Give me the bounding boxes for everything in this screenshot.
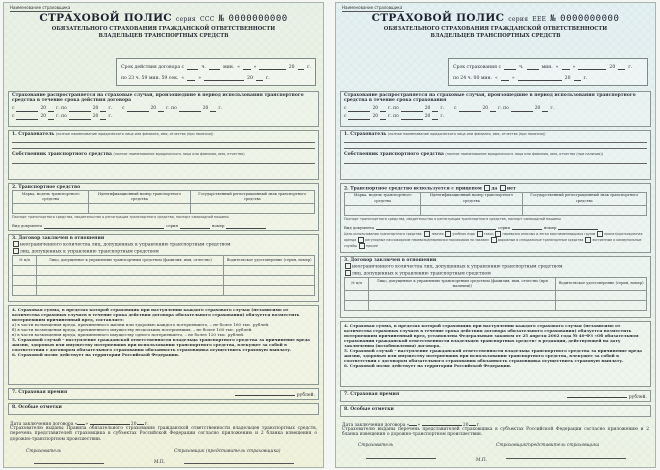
insurer-signature-line[interactable] [506, 453, 626, 459]
rules-notice: Страхователю выданы Правила обязательного страхования гражданской ответственности владельцев транспортных средств, перечень представителей страховщика в субъектах Российской Федерации согласно приложению и 2 бланка извещения о дорожно-транспортном происшествии. [10, 426, 317, 442]
section-insured: 1. Страхователь (полное наименование юридического лица или фамилия, имя, отчество (при наличии)) Собственник транспортного средства (полное наименование юридического лица или фамилия, имя, отчество (при наличии)) [340, 130, 651, 180]
usage-period-box: Страхование распространяется на страховые случаи, произошедшие в период использования транспортного средства в течение срока действия договора с 20 г. по 20 г. с 20 г. по 20 г. с 20 г. по 20 г. [8, 91, 319, 127]
policy-header [4, 12, 323, 39]
insured-signature-label: Страхователь [358, 443, 394, 448]
vehicle-table: Марка, модель транспортного средства Идентификационный номер транспортного средства Государственный регистрационный знак транспортного средства [12, 190, 315, 214]
end-month-field[interactable] [204, 75, 244, 81]
section-terms: 4. Страховая сумма, в пределах которой страховщик при наступлении каждого страхового случая (независимо от количества страховых случаев в течение срока действия договора обязательного страхования) обязуется возместить потерпевшим причиненный вред, составляет: а) в части возмещения вреда, причиненного жизни или здоровью каждого потерпевшего, – не более 160 тыс. рублей. б) в части возмещения вреда, причиненного имуществу нескольких потерпевших, – не более 160 тыс. рублей. в) в части возмещения вреда, причиненного имуществу одного потерпевшего, – не более 120 тыс. рублей. 5. Страховой случай – наступление гражданской ответственности владельца транспортного средства за причинение вреда жизни, здоровью или имуществу потерпевших при использовании транспортного средства, влекущее за собой в соответствии с договором обязательного страхования обязанность страховщика осуществить страховую выплату. 6. Страховой полис действует на территории Российской Федерации. [8, 305, 319, 385]
purpose-rental-checkbox[interactable] [597, 231, 603, 237]
policy-series: ССС [199, 16, 215, 23]
unlimited-drivers-checkbox[interactable] [13, 241, 19, 247]
section-vehicle: 2. Транспортное средство используется с прицепом да нет Марка, модель транспортного средства Идентификационный номер транспортного средства Государственный регистрационный знак транспортного средства Паспорт транспортного средства, свидетельство о регистрации транспортного средства, паспорт самоходной машины Вид документа серия номер Цель использования транспортного средства: личная учебная езда такси перевозка опасных и легко воспламеняющихся грузов прокат/краткосрочная аренда регулярные пассажирские перевозки/перевозки пассажиров по заказам дорожные и специальные транспортные средства экстренные и коммунальные службы прочее [340, 183, 651, 253]
hour-field[interactable] [504, 64, 516, 70]
section-terms: 4. Страховая сумма, в пределах которой страховщик при наступлении каждого страхового случая (независимо от количества страховых случаев в течение срока действия договора обязательного страхования) обязуется возместить потерпевшим причиненный вред, установлена Федеральным законом от 25 апреля 2002 года № 40-ФЗ «Об обязательном страховании гражданской ответственности владельцев транспортных средств» в редакции, действующей на дату заключения (возобновления) договора. 5. Страховой случай – наступление гражданской ответственности владельца транспортного средства за причинение вреда жизни, здоровью или имуществу потерпевших при использовании транспортного средства, влекущее за собой в соответствии с договором обязательного страхования обязанность страховщика осуществить страховую выплату. 6. Страховой полис действует на территории Российской Федерации. [340, 321, 651, 387]
rules-notice: Страхователю выданы перечень представителей страховщика в субъектах Российской Федерации согласно приложению и 2 бланка извещения о дорожно-транспортном происшествии. [342, 427, 649, 438]
purpose-training-checkbox[interactable] [445, 231, 451, 237]
listed-drivers-checkbox[interactable] [13, 248, 19, 254]
section-drivers: 3. Договор заключен в отношении неограниченного количества лиц, допущенных к управлению транспортным средством лиц, допущенных к управлению транспортным средством № п/п Лицо, допущенное к управлению транспортным средством (фамилия, имя, отчество (при наличии)) Водительское удостоверение (серия, номер) [340, 256, 651, 318]
insurer-signature-label: Страховщик (представитель страховщика) [174, 449, 281, 454]
insured-signature-label: Страхователь [26, 449, 62, 454]
policy-form-right [335, 2, 656, 468]
trailer-yes-checkbox[interactable] [484, 185, 490, 191]
purpose-personal-checkbox[interactable] [424, 231, 430, 237]
minute-field[interactable] [209, 64, 220, 70]
policy-title: СТРАХОВОЙ ПОЛИС серия ССС № 0000000000 [39, 12, 288, 24]
policy-header [336, 12, 655, 39]
usage-purpose: Цель использования транспортного средства: личная учебная езда такси перевозка опасных и легко воспламеняющихся грузов прокат/краткосрочная аренда регулярные пассажирские перевозки/перевозки пассажиров по заказам дорожные и специальные транспортные средства экстренные и коммунальные службы прочее [344, 232, 643, 249]
section-insured: 1. Страхователь (полное наименование юридического лица или фамилия, имя, отчество (при наличии)) Собственник транспортного средства (полное наименование юридического лица или фамилия, имя, отчество) [8, 130, 319, 180]
month-field[interactable] [259, 64, 285, 70]
unlimited-drivers-checkbox[interactable] [345, 263, 351, 269]
contract-date: Дата заключения договора « » 20 г. [10, 419, 317, 427]
drivers-table: № п/п Лицо, допущенное к управлению транспортным средством (фамилия, имя, отчество (при наличии)) Водительское удостоверение (серия, номер) [344, 277, 647, 311]
contract-date: Дата заключения договора « » 20 г. [342, 420, 649, 428]
listed-drivers-checkbox[interactable] [345, 270, 351, 276]
section-notes: 8. Особые отметки [8, 403, 319, 415]
insurer-signature-line[interactable] [184, 458, 294, 464]
insurer-name-label: Наименование страховщика [10, 5, 71, 10]
insured-signature-line[interactable] [34, 458, 104, 464]
policy-title: СТРАХОВОЙ ПОЛИС серия ЕЕЕ № 0000000000 [371, 12, 620, 24]
policy-subtitle: ОБЯЗАТЕЛЬНОГО СТРАХОВАНИЯ ГРАЖДАНСКОЙ ОТВЕТСТВЕННОСТИ ВЛАДЕЛЬЦЕВ ТРАНСПОРТНЫХ СРЕДСТВ [51, 26, 276, 39]
policy-number: 0000000000 [560, 14, 620, 24]
stamp-label: М.П. [154, 460, 166, 465]
minute-field[interactable] [527, 64, 539, 70]
section-premium: 7. Страховая премия рублей. [8, 388, 319, 400]
usage-period-box: Страхование распространяется на страховые случаи, произошедшие в период использования транспортного средства в течение срока страхования с 20 г. по 20 г. с 20 г. по 20 г. с 20 г. по 20 г. [340, 91, 651, 127]
stamp-label: М.П. [476, 458, 488, 463]
insurer-name-label: Наименование страховщика [342, 5, 403, 10]
term-box: Срок действия договора с ч. мин. « » 20 г. по 23 ч. 59 мин. 59 сек. « » 20 г. [116, 58, 316, 86]
policy-number: 0000000000 [228, 14, 288, 24]
section-drivers: 3. Договор заключен в отношении неограниченного количества лиц, допущенных к управлению транспортным средством лиц, допущенных к управлению транспортным средством № п/п Лицо, допущенное к управлению транспортным средством (фамилия, имя, отчество) Водительское удостоверение (серия, номер) [8, 234, 319, 302]
purpose-emergency-checkbox[interactable] [585, 237, 591, 243]
end-month-field[interactable] [518, 75, 562, 81]
insured-signature-line[interactable] [366, 453, 436, 459]
month-field[interactable] [578, 64, 606, 70]
policy-form-left [3, 2, 324, 468]
purpose-taxi-checkbox[interactable] [477, 231, 483, 237]
vehicle-table: Марка, модель транспортного средства Идентификационный номер транспортного средства Государственный регистрационный знак транспортного средства [344, 192, 647, 216]
insurer-signature-label: Страховщик/представитель страховщика [496, 443, 600, 448]
section-vehicle: 2. Транспортное средство Марка, модель транспортного средства Идентификационный номер транспортного средства Государственный регистрационный знак транспортного средства Паспорт транспортного средства, свидетельство о регистрации транспортного средства, паспорт самоходной машины Вид документа серия номер [8, 183, 319, 231]
purpose-road-checkbox[interactable] [491, 237, 497, 243]
policy-series: ЕЕЕ [532, 16, 547, 23]
section-premium: 7. Страховая премия рублей. [340, 390, 651, 402]
section-notes: 8. Особые отметки [340, 405, 651, 417]
term-box: Срок страхования с ч. мин. « » 20 г. по 24 ч. 00 мин. « » 20 г. [448, 58, 648, 86]
hour-field[interactable] [187, 64, 198, 70]
trailer-no-checkbox[interactable] [500, 185, 506, 191]
drivers-table: № п/п Лицо, допущенное к управлению транспортным средством (фамилия, имя, отчество) Водительское удостоверение (серия, номер) [12, 255, 315, 296]
policy-subtitle: ОБЯЗАТЕЛЬНОГО СТРАХОВАНИЯ ГРАЖДАНСКОЙ ОТВЕТСТВЕННОСТИ ВЛАДЕЛЬЦЕВ ТРАНСПОРТНЫХ СРЕДСТВ [383, 26, 608, 39]
purpose-other-checkbox[interactable] [359, 243, 365, 249]
